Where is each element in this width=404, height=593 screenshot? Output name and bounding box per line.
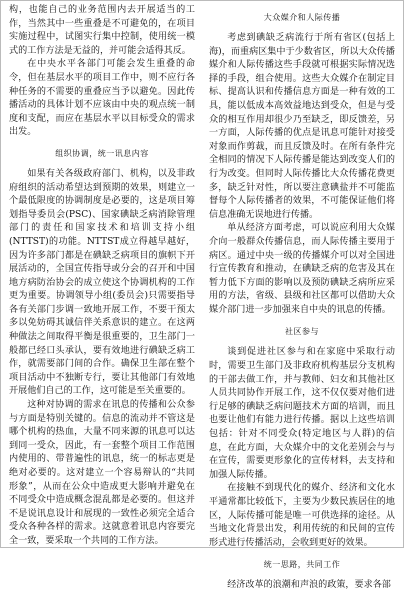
- section-heading: 组织协调，统一讯息内容: [55, 148, 149, 158]
- paragraph: 经济改革的浪潮和声浪的政策，要求各部: [227, 580, 391, 591]
- paragraph: 在接触不到现代化的媒介、经济和文化水平通常都比较低下，主要为少数民族居住的地区，人际传播可能是唯一可供选择的途径。从当地文化背景出发，利用传统的和民间的宣传形式进行传播活动，会收到更好的效果。: [209, 483, 395, 548]
- paragraph: 单从经济方面考虑，可以说应利用大众媒介向一般群众传播信息，而人际传播主要用于病区。通过中央一级的传播媒介可以对全国进行宣传教育和推动，在碘缺乏病的危害及其在暂力低下方面的影响以及预防碘缺乏病所应采用的方法，省级、县级和社区都可以借助大众媒介部门进一步加强来自中央的讯息的传播。: [209, 223, 395, 315]
- right-column: [209, 4, 395, 593]
- paragraph: 谈到促进社区参与和在家庭中采取行动时，需要卫生部门及非政府机构基层分支机构的干部去做工作，并与教师、妇女和其他社区人员共同协作开展工作，这不仅仅要对他们进行足够的碘缺乏病问题技术方面的培训，而且也要让他们有能力进行传播。据以上这些培训包括：针对不同受众(特定地区与人群)的信息，在此方面，大众媒介中的文化差别会与与在宣传，需要更形象化的宣传材料，去支持和加强人际传播。: [209, 347, 395, 480]
- paragraph: 在中央水平各部门可能会发生重叠的命令，但在基层水平的项目工作中，则不应行各种任务的不需要的重叠应当予以避免。因此传播活动的具体计划不应该由中央的观点统一制度和支配，而应在基层水平以目标受众的需求出发。: [9, 59, 195, 138]
- section-heading: 社区参与: [285, 327, 319, 337]
- section-heading: 统一思路，共同工作: [263, 560, 341, 570]
- paragraph: 如果有关各级政府部门、机构，以及非政府组织的活动希望达到预期的效果，则建立一个最低限度的协调制度是必要的，这是项目筹划指导委员会(PSC)、国家碘缺乏病消除管理部门的责任和国家技术和培训支持小组(NTTST)的功能。NTTST成立得越早越好，因为许多部门都是在碘缺乏病项目的旗帜下开展活动的，全国宣传指导或分会的召开和中国地方病防治协会的成立使这个协调机构的工作更为重要。协调领导小组(委员会)只需要指导各有关部门步调一致地开展工作，不要干预太多以免妨碍其诚信伴关系意识的建立。在这两种做法之间取得平衡是很重要的，卫生部门一般都已经口头承认，要有效地进行碘缺乏病工作，就需要部门间的合作。确保卫生部在整个项目活动中不独断专行，要让其他部门有效地开展他们自己的工作，这可能是至关重要的。: [9, 168, 195, 397]
- left-column: [9, 4, 195, 549]
- paragraph: 构，也能自己的业务范围内去开展适当的工作，当然其中一些重叠是不可避免的，在项目实施过程中，试图实行集中控制，使用统一模式的工作方法是无益的，并可能会适得其反。: [9, 5, 195, 56]
- section-heading: 大众媒介和人际传播: [263, 13, 341, 22]
- paragraph: 这种对协调的需求在讯息的传播和公众参与方面是特别关键的。信息的流动并不管这是哪个机构的热血，大量不同来源的讯息可以达到同一受众，因此，有一套整个项目工作范围内使用的、带普遍性的讯息，统一的标志更是绝对必要的。这对建立一个容易辩认的“共同形象”，从而在公众中造成更大影响并避免在不同受众中造成概念混乱都是必要的。但这并不是说讯息设计和展现的一致性必须完全适合受众各种各样的需求。这就意着讯息内容要完全一致，要采取一个共同的工作方法。: [9, 400, 195, 546]
- paragraph: 考虑到碘缺乏病流行于所有省区(包括上海)，而重病区集中于少数省区，所以大众传播媒介和人际传播这些手段就可根据实际情况选择的手段，组合使用。这些大众媒介在制定目标、提高认识和传播信息方面是一种有效的工具，能以低成本高效益地达到受众，但是与受众的相互作用却很少乃至缺乏，即反馈差，另一方面，人际传播的优点是讯息可能针对接受对象而作剪裁，而且反馈及时。在所有条件完全相同的情况下人际传播是能达到改变人们的行为改变。但同时人际传播比大众传播花费更多，缺乏针对性，所以要注意碘盐并不可能监督每个人际传播者的效果，不可能保证他们将信息准确无误地进行传播。: [209, 33, 395, 220]
